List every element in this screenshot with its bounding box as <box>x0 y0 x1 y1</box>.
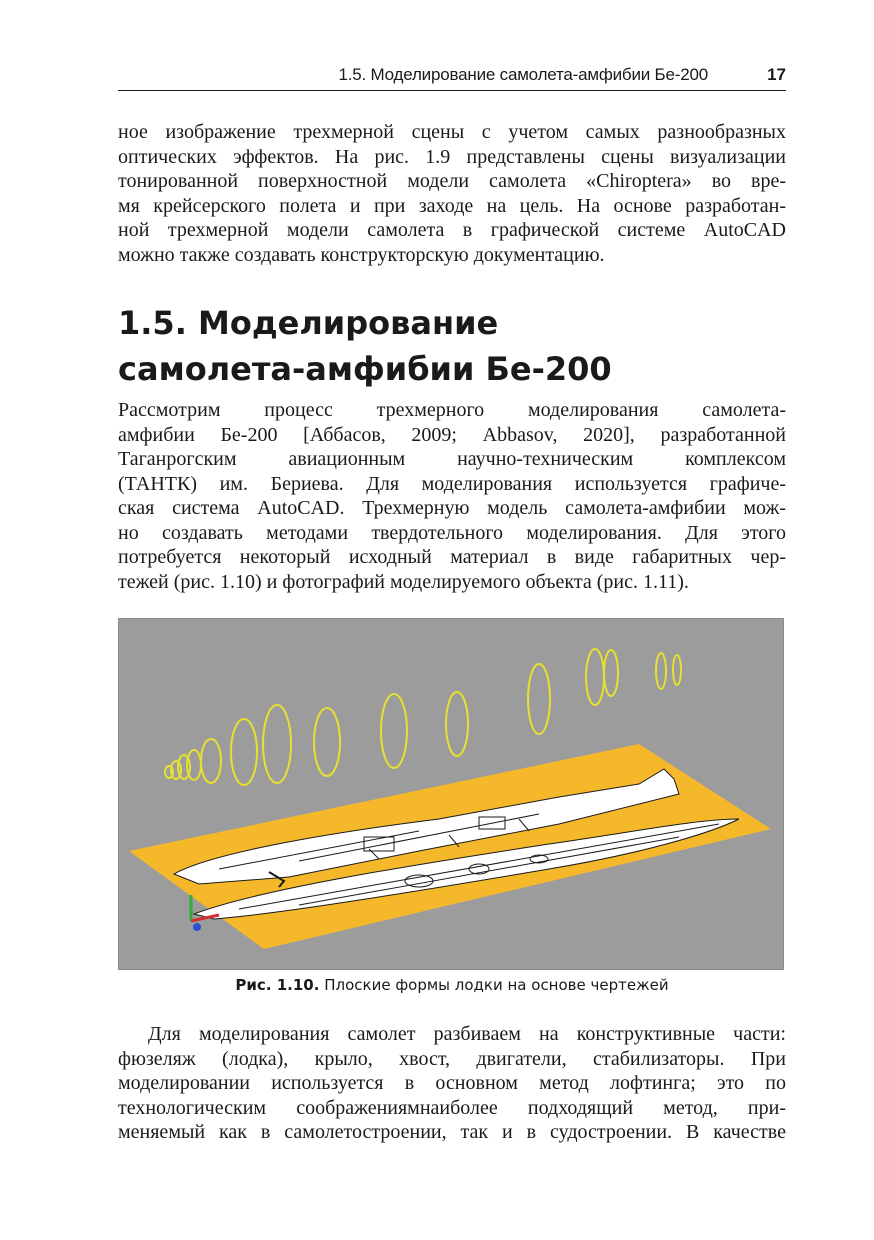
boat-drawing-illustration <box>119 619 785 971</box>
text-line: оптических эффектов. На рис. 1.9 представлены сцены визуализации <box>118 145 786 168</box>
paragraph-intro <box>118 120 786 267</box>
section-heading <box>118 300 786 392</box>
text-line: Рассмотрим процесс трехмерного моделирования самолета- <box>118 399 786 421</box>
text-line: Для моделирования самолет разбиваем на конструктивные части: <box>148 1023 786 1045</box>
paragraph-body <box>118 1022 786 1145</box>
text-line: тежей (рис. 1.10) и фотографий моделируемого объекта (рис. 1.11). <box>118 570 689 593</box>
section-heading-line: самолета-амфибии Бе-200 <box>118 350 612 388</box>
figure-caption <box>118 976 786 994</box>
text-line: потребуется некоторый исходный материал в виде габаритных чер- <box>118 546 786 568</box>
text-line: Таганрогским авиационным научно-техническим комплексом <box>118 448 786 470</box>
figure-1-10-image <box>118 618 784 970</box>
text-line: технологическим соображениямнаиболее подходящий метод, при- <box>118 1096 786 1119</box>
paragraph-section-intro <box>118 398 786 594</box>
running-head <box>118 62 786 91</box>
text-line: амфибии Бе-200 [Аббасов, 2009; Abbasov, 2020], разработанной <box>118 423 786 446</box>
text-line: ская система AutoCAD. Трехмерную модель самолета-амфибии мож- <box>118 497 786 519</box>
text-line: можно также создавать конструкторскую документацию. <box>118 243 605 266</box>
text-line: ное изображение трехмерной сцены с учетом самых разнообразных <box>118 121 786 143</box>
text-line: моделировании используется в основном метод лофтинга; это по <box>118 1072 786 1094</box>
text-line: тонированной поверхностной модели самолета «Chiroptera» во вре- <box>118 170 786 192</box>
figure-label: Рис. 1.10. <box>235 976 320 994</box>
section-heading-line: 1.5. Моделирование <box>118 304 499 342</box>
text-line: фюзеляж (лодка), крыло, хвост, двигатели, стабилизаторы. При <box>118 1047 786 1070</box>
figure-caption-text: Плоские формы лодки на основе чертежей <box>324 976 669 994</box>
running-head-title: 1.5. Моделирование самолета-амфибии Бе-200 <box>338 65 708 84</box>
text-line: но создавать методами твердотельного моделирования. Для этого <box>118 521 786 544</box>
text-line: (ТАНТК) им. Бериева. Для моделирования используется графиче- <box>118 472 786 495</box>
text-line: ной трехмерной модели самолета в графической системе AutoCAD <box>118 219 786 241</box>
page-number: 17 <box>767 65 786 84</box>
text-line: меняемый как в самолетостроении, так и в судостроении. В качестве <box>118 1121 786 1143</box>
text-line: мя крейсерского полета и при заходе на цель. На основе разработан- <box>118 194 786 217</box>
